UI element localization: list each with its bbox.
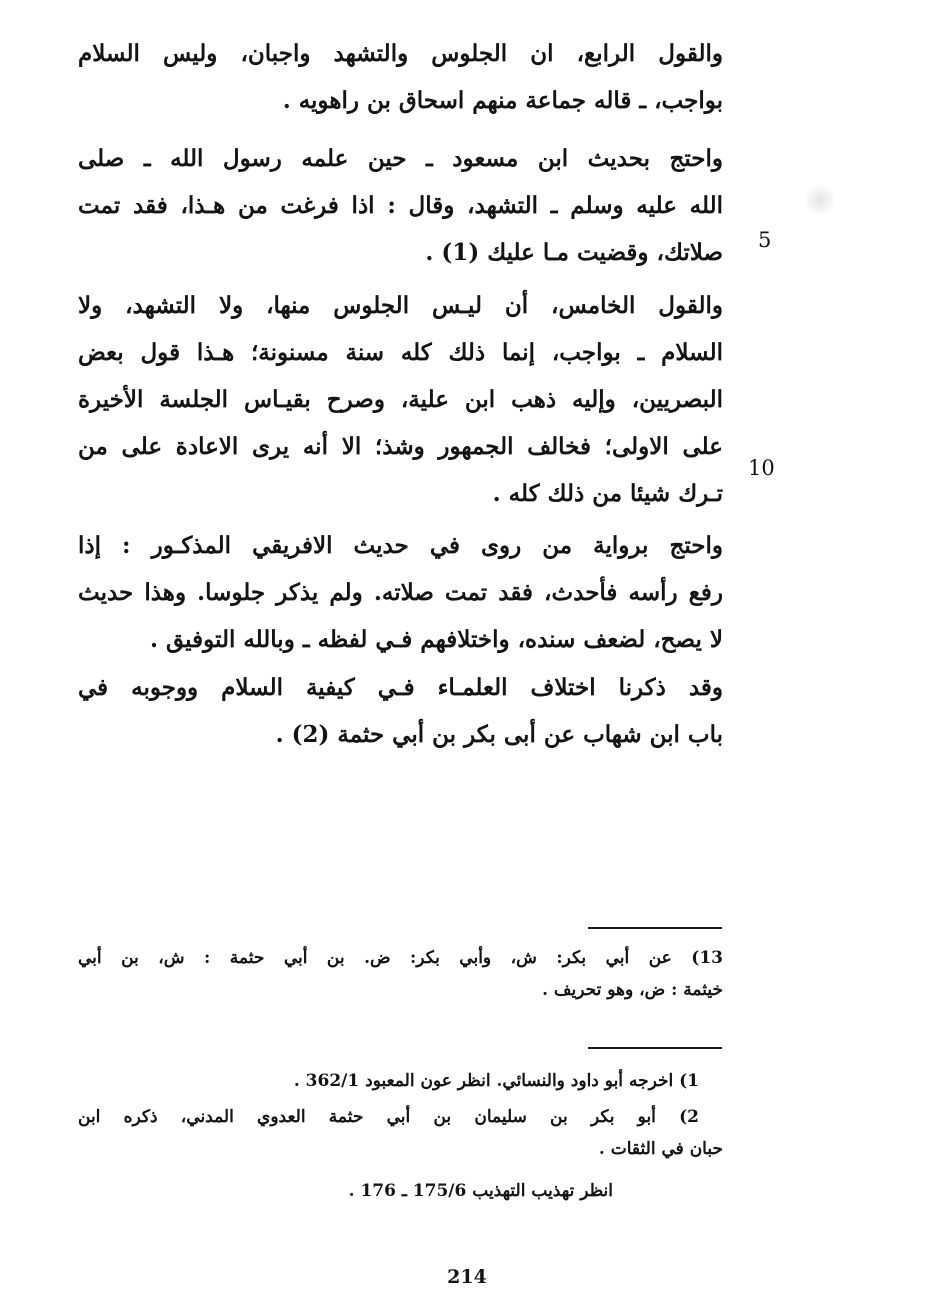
variant-note-line: 13) عن أبي بكر: ش، وأبي بكر: ض. بن أبي حثمة : ش، بن أبي xyxy=(78,948,723,968)
paragraph-line: واحتج برواية من روى في حديث الافريقي المذكـور : إذا xyxy=(78,532,723,559)
paragraph-line: تـرك شيئا من ذلك كله . xyxy=(492,480,723,507)
paragraph-line: صلاتك، وقضيت مـا عليك (1) . xyxy=(425,239,723,266)
paragraph-line: والقول الخامس، أن ليـس الجلوس منها، ولا التشهد، ولا xyxy=(78,292,723,319)
paragraph-5 xyxy=(78,664,723,758)
footnote-2-continuation xyxy=(78,1175,723,1207)
paragraph-3 xyxy=(78,282,723,517)
paragraph-line: السلام ـ بواجب، إنما ذلك كله سنة مسنونة؛ هـذا قول بعض xyxy=(78,339,723,366)
footnote-line: حبان في الثقات . xyxy=(598,1139,723,1159)
paragraph-1 xyxy=(78,30,723,124)
paragraph-line: واحتج بحديث ابن مسعود ـ حين علمه رسول الله ـ صلى xyxy=(78,145,723,172)
variant-notes xyxy=(78,942,723,1006)
line-number-5: 5 xyxy=(758,228,772,252)
paragraph-2 xyxy=(78,135,723,276)
variant-notes-divider xyxy=(588,927,722,929)
footnote-2 xyxy=(78,1101,723,1165)
footnote-1 xyxy=(78,1065,723,1097)
footnote-line: 2) أبو بكر بن سليمان بن أبي حثمة العدوي المدني، ذكره ابن xyxy=(78,1107,699,1127)
paragraph-line: الله عليه وسلم ـ التشهد، وقال : اذا فرغت من هـذا، فقد تمت xyxy=(78,192,723,219)
paragraph-line: لا يصح، لضعف سنده، واختلافهم فـي لفظه ـ وبالله التوفيق . xyxy=(149,626,723,653)
paragraph-line: بواجب، ـ قاله جماعة منهم اسحاق بن راهويه . xyxy=(282,87,723,114)
scan-speckle xyxy=(800,180,840,220)
footnote-line: 1) اخرجه أبو داود والنسائي. انظر عون المعبود 362/1 . xyxy=(293,1071,699,1091)
paragraph-line: على الاولى؛ فخالف الجمهور وشذ؛ الا أنه يرى الاعادة على من xyxy=(78,433,723,460)
paragraph-line: وقد ذكرنا اختلاف العلمـاء فـي كيفية السلام ووجوبه في xyxy=(78,674,723,701)
line-number-10: 10 xyxy=(748,456,775,480)
paragraph-line: والقول الرابع، ان الجلوس والتشهد واجبان، وليس السلام xyxy=(78,40,723,67)
paragraph-line: البصريين، وإليه ذهب ابن علية، وصرح بقيـاس الجلسة الأخيرة xyxy=(78,386,723,413)
page-number: 214 xyxy=(447,1266,487,1288)
variant-note-line: خيثمة : ض، وهو تحريف . xyxy=(542,980,723,1000)
paragraph-4 xyxy=(78,522,723,663)
footnote-line: انظر تهذيب التهذيب 175/6 ـ 176 . xyxy=(348,1181,613,1201)
paragraph-line: رفع رأسه فأحدث، فقد تمت صلاته. ولم يذكر جلوسا. وهذا حديث xyxy=(78,579,723,606)
paragraph-line: باب ابن شهاب عن أبى بكر بن أبي حثمة (2) . xyxy=(275,721,723,748)
footnotes-divider xyxy=(588,1047,722,1049)
